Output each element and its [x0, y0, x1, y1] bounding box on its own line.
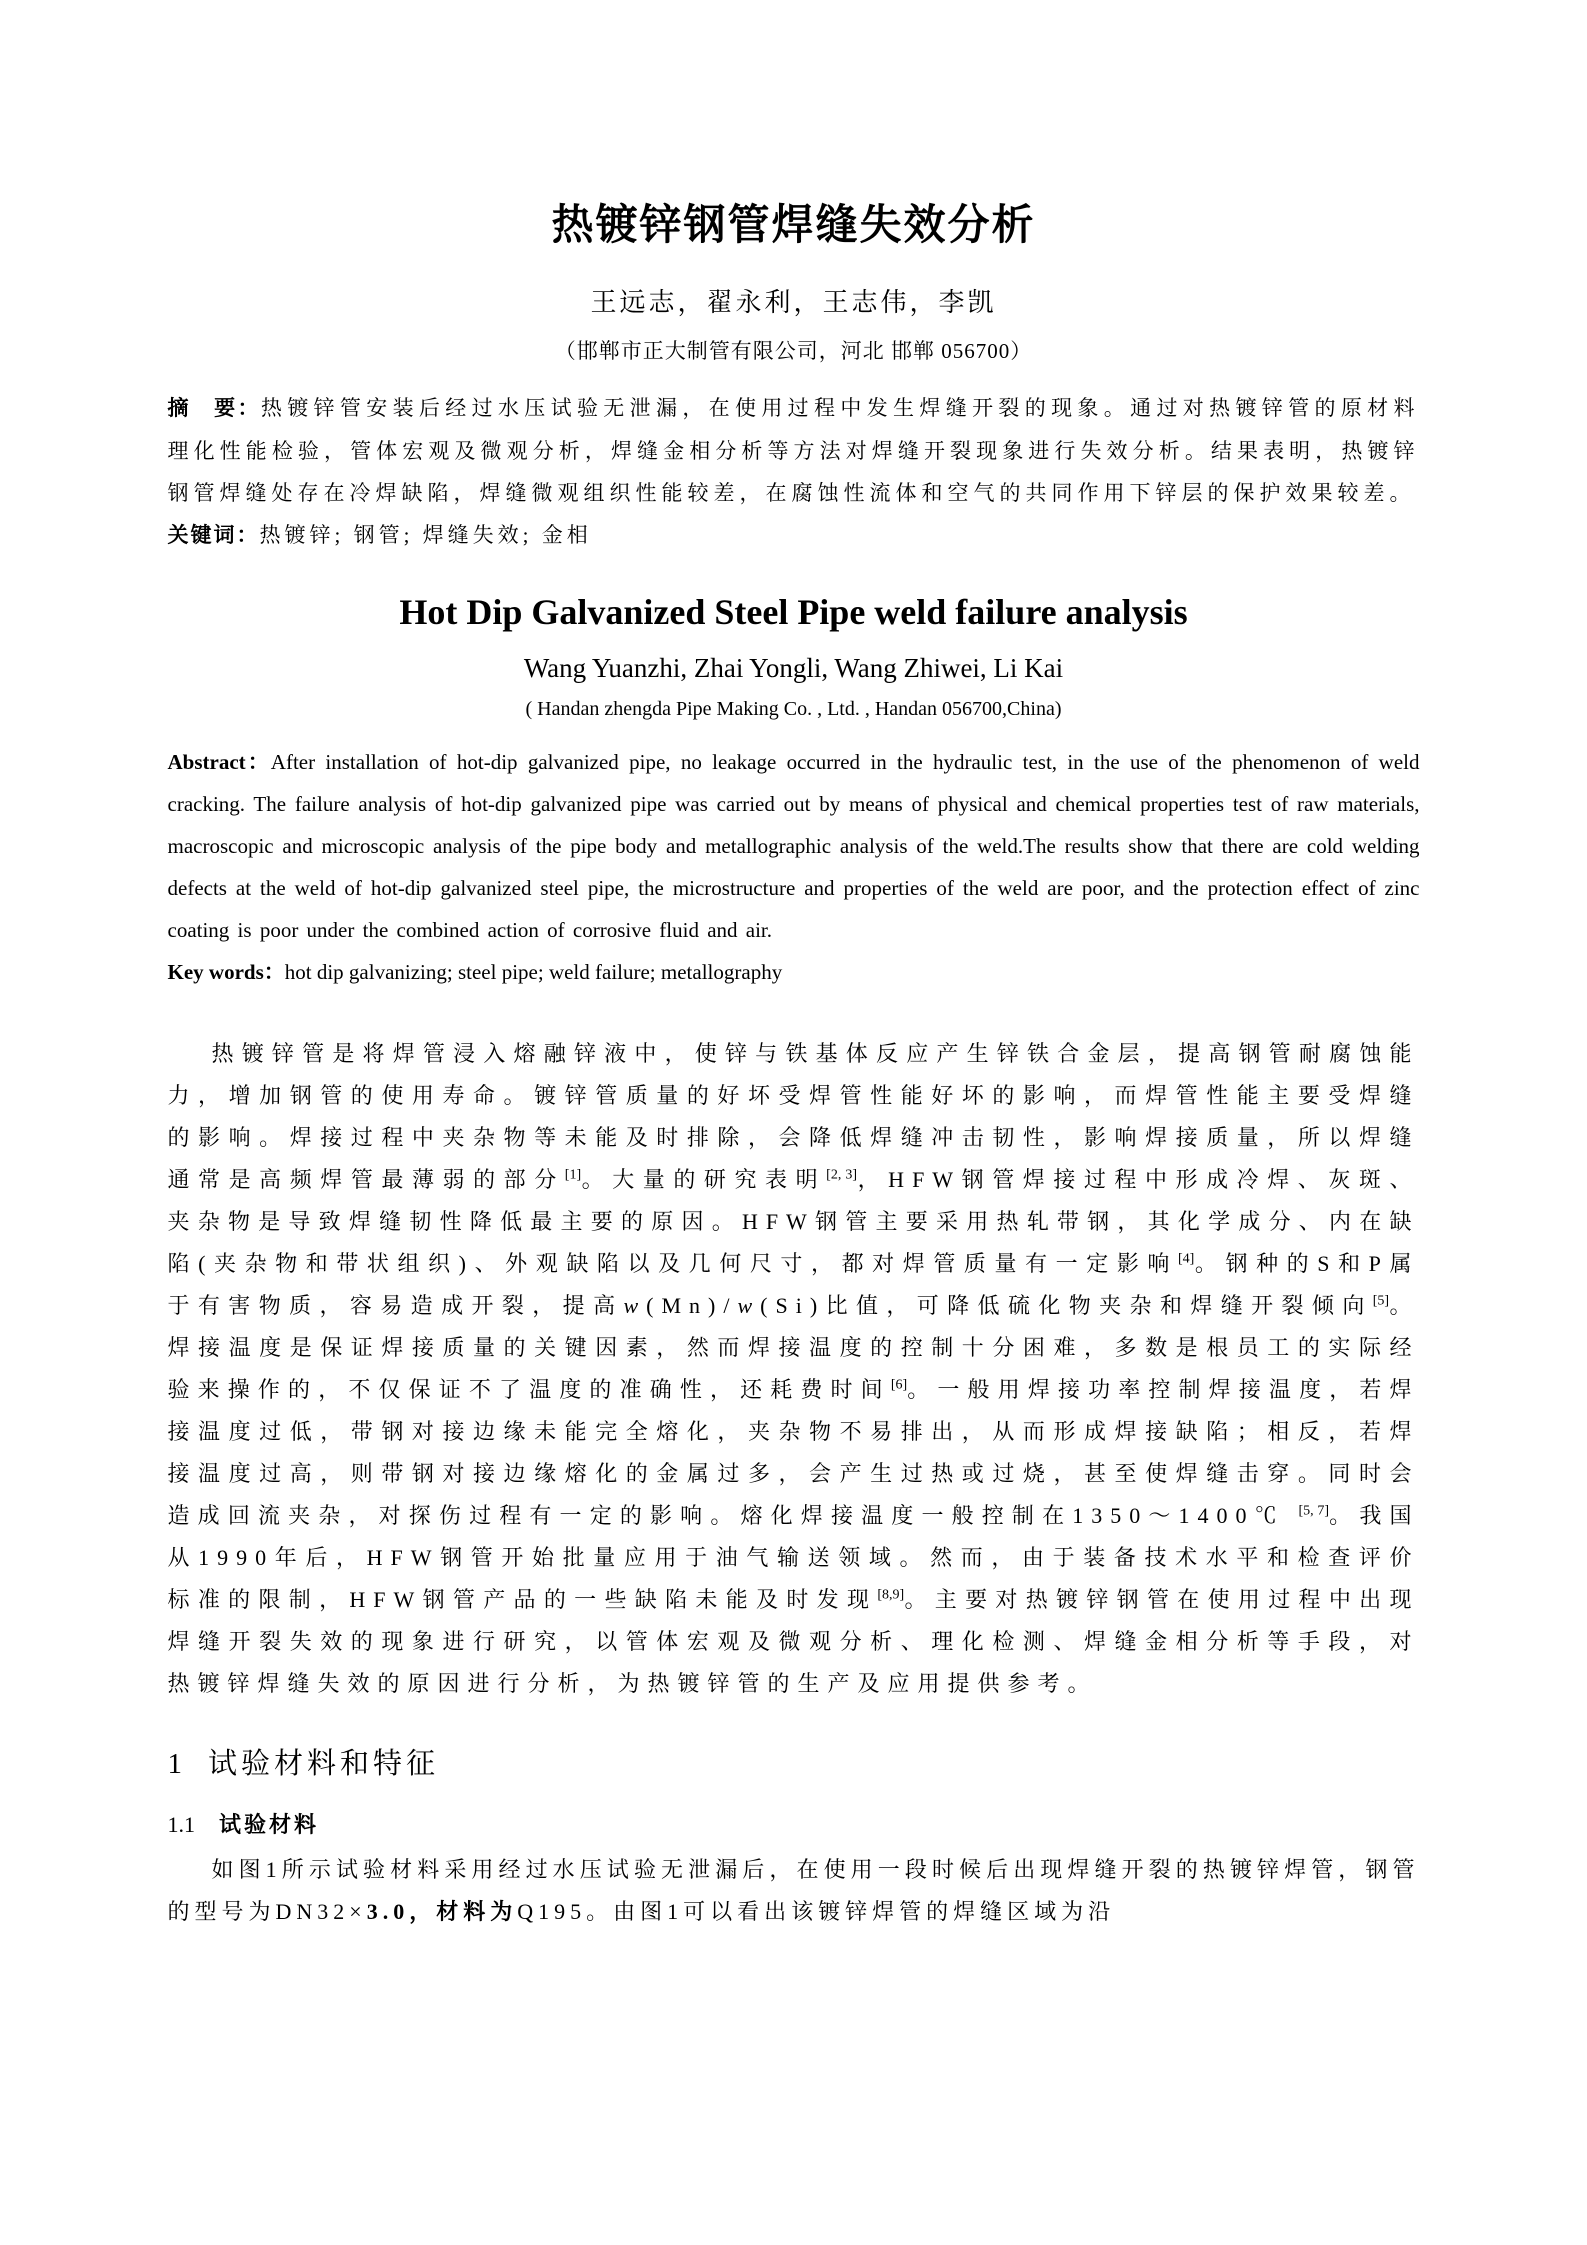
section-1-1-number: 1.1 — [167, 1812, 195, 1837]
abstract-label-en: Abstract： — [167, 750, 271, 774]
paper-title-en: Hot Dip Galvanized Steel Pipe weld failure analysis — [399, 592, 1188, 632]
affiliation-cn: （邯郸市正大制管有限公司，河北 邯郸 056700） — [554, 339, 1033, 363]
section-1-1-heading — [168, 1808, 1420, 1839]
keywords-label-cn: 关键词： — [167, 524, 260, 547]
section-1-title: 试验材料和特征 — [208, 1748, 440, 1780]
paragraph-1-1: 如图1所示试验材料采用经过水压试验无泄漏后，在使用一段时候后出现焊缝开裂的热镀锌焊管，钢管的型号为DN32×3.0，材料为Q195。由图1可以看出该镀锌焊管的焊缝区域为沿 — [167, 1857, 1420, 1924]
authors-en: Wang Yuanzhi, Zhai Yongli, Wang Zhiwei, Li Kai — [523, 653, 1064, 683]
affiliation-en: ( Handan zhengda Pipe Making Co. , Ltd. , Handan 056700,China) — [525, 698, 1062, 720]
abstract-text-cn: 热镀锌管安装后经过水压试验无泄漏，在使用过程中发生焊缝开裂的现象。通过对热镀锌管的原材料理化性能检验，管体宏观及微观分析，焊缝金相分析等方法对焊缝开裂现象进行失效分析。结果表明，热镀锌钢管焊缝处存在冷焊缺陷，焊缝微观组织性能较差，在腐蚀性流体和空气的共同作用下锌层的保护效果较差。 — [167, 396, 1420, 505]
abstract-cn — [168, 387, 1420, 514]
section-1-number: 1 — [167, 1748, 182, 1780]
keywords-label-en: Key words： — [167, 960, 285, 984]
paper-title-cn: 热镀锌钢管焊缝失效分析 — [551, 201, 1036, 248]
document-page — [168, 0, 1420, 1933]
keywords-cn — [168, 514, 1420, 557]
authors-cn: 王远志，翟永利，王志伟，李凯 — [590, 288, 997, 317]
abstract-text-en: After installation of hot-dip galvanized pipe, no leakage occurred in the hydraulic test, in the use of the phenomenon of weld cracking. The failure analysis of hot-dip galvanized pipe was carried out by means of physical and chemical properties test of raw materials, macroscopic and microscopic analysis of the pipe body and metallographic analysis of the weld.The results show that there are cold welding defects at the weld of hot-dip galvanized steel pipe, the microstructure and properties of the weld are poor, and the protection effect of zinc coating is poor under the combined action of corrosive fluid and air. — [167, 750, 1420, 942]
keywords-text-en: hot dip galvanizing; steel pipe; weld failure; metallography — [284, 960, 783, 984]
keywords-en — [168, 951, 1420, 993]
section-1-1-title: 试验材料 — [219, 1812, 320, 1837]
abstract-en — [168, 741, 1420, 951]
keywords-text-cn: 热镀锌; 钢管; 焊缝失效; 金相 — [259, 523, 592, 547]
section-1-heading — [168, 1741, 1420, 1782]
intro-paragraph: 热镀锌管是将焊管浸入熔融锌液中，使锌与铁基体反应产生锌铁合金层，提高钢管耐腐蚀能力，增加钢管的使用寿命。镀锌管质量的好坏受焊管性能好坏的影响，而焊管性能主要受焊缝的影响。焊接过程中夹杂物等未能及时排除，会降低焊缝冲击韧性，影响焊接质量，所以焊缝通常是高频焊管最薄弱的部分[1]。大量的研究表明[2, 3]，HFW钢管焊接过程中形成冷焊、灰斑、夹杂物是导致焊缝韧性降低最主要的原因。HFW钢管主要采用热轧带钢，其化学成分、内在缺陷(夹杂物和带状组织)、外观缺陷以及几何尺寸，都对焊管质量有一定影响[4]。钢种的S和P属于有害物质，容易造成开裂，提高w(Mn)/w(Si)比值，可降低硫化物夹杂和焊缝开裂倾向[5]。焊接温度是保证焊接质量的关键因素，然而焊接温度的控制十分困难，多数是根员工的实际经验来操作的，不仅保证不了温度的准确性，还耗费时间[6]。一般用焊接功率控制焊接温度，若焊接温度过低，带钢对接边缘未能完全熔化，夹杂物不易排出，从而形成焊接缺陷；相反，若焊接温度过高，则带钢对接边缘熔化的金属过多，会产生过热或过烧，甚至使焊缝击穿。同时会造成回流夹杂，对探伤过程有一定的影响。熔化焊接温度一般控制在1350～1400℃ [5, 7]。我国从1990年后，HFW钢管开始批量应用于油气输送领域。然而，由于装备技术水平和检查评价标准的限制，HFW钢管产品的一些缺陷未能及时发现[8,9]。主要对热镀锌钢管在使用过程中出现焊缝开裂失效的现象进行研究，以管体宏观及微观分析、理化检测、焊缝金相分析等手段，对热镀锌焊缝失效的原因进行分析，为热镀锌管的生产及应用提供参考。 — [167, 1041, 1420, 1696]
abstract-label-cn: 摘 要： — [167, 397, 261, 420]
